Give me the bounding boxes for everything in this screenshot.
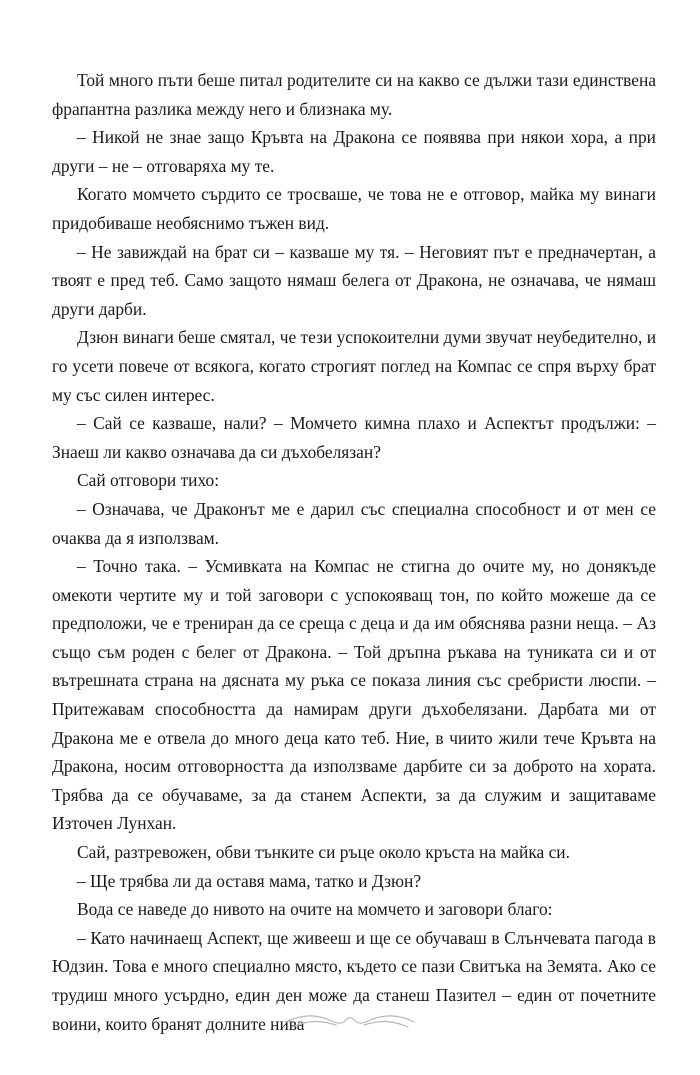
paragraph: Дзюн винаги беше смятал, че тези успокоителни думи звучат неубедително, и го усети повече от всякога, когато строгият поглед на Компас се спря върху брат му със силен интерес. — [52, 327, 656, 405]
paragraph: – Означава, че Драконът ме е дарил със специална способност и от мен се очаква да я използвам. — [52, 498, 656, 548]
paragraph: – Като начинаещ Аспект, ще живееш и ще се обучаваш в Слънчевата пагода в Юдзин. Това е много специално място, където се пази Свитъка на Земята. Ако се трудиш много усърдно, един ден може да станеш Пазител – един от почетните воини, които бранят долните нива — [52, 927, 656, 1034]
paragraph: Сай отговори тихо: — [77, 470, 220, 491]
book-page-text — [52, 66, 656, 1038]
paragraph: – Сай се казваше, нали? – Момчето кимна плахо и Аспектът продължи: – Знаеш ли какво означава да си дъхобелязан? — [52, 413, 656, 462]
paragraph: – Никой не знае защо Кръвта на Дракона се появява при някои хора, а при други – не – отговаряха му те. — [52, 127, 656, 176]
paragraph: Вода се наведе до нивото на очите на момчето и заговори благо: — [77, 899, 553, 920]
paragraph: Когато момчето сърдито се тросваше, че това не е отговор, майка му винаги придобиваше необяснимо тъжен вид. — [52, 184, 656, 233]
paragraph: Сай, разтревожен, обви тънките си ръце около кръста на майка си. — [77, 842, 570, 863]
paragraph: – Точно така. – Усмивката на Компас не стигна до очите му, но донякъде омекоти чертите му и той заговори с успокояващ тон, по който можеше да се предположи, че е трениран да се среща с деца и да им обяснява разни неща. – Аз също съм роден с белег от Дракона. – Той дръпна ръкава на туниката си и от вътрешната страна на дясната му ръка се показа линия със сребристи люспи. – Притежавам способността да намирам други дъхобелязани. Дарбата ми от Дракона ме е отвела до много деца като теб. Ние, в чиито жили тече Кръвта на Дракона, носим отговорността да използваме дарбите си за доброто на хората. Трябва да се обучаваме, за да станем Аспекти, за да служим и защитаваме Източен Лунхан. — [52, 556, 656, 834]
paragraph: – Не завиждай на брат си – казваше му тя. – Неговият път е предначертан, а твоят е пред теб. Само защото нямаш белега от Дракона, не означава, че нямаш други дарби. — [52, 241, 656, 319]
paragraph: – Ще трябва ли да оставя мама, татко и Дзюн? — [77, 870, 422, 891]
decorative-wave-flourish-icon — [280, 1008, 420, 1034]
paragraph: Той много пъти беше питал родителите си на какво се дължи тази единствена фрапантна разлика между него и близнака му. — [52, 70, 656, 119]
